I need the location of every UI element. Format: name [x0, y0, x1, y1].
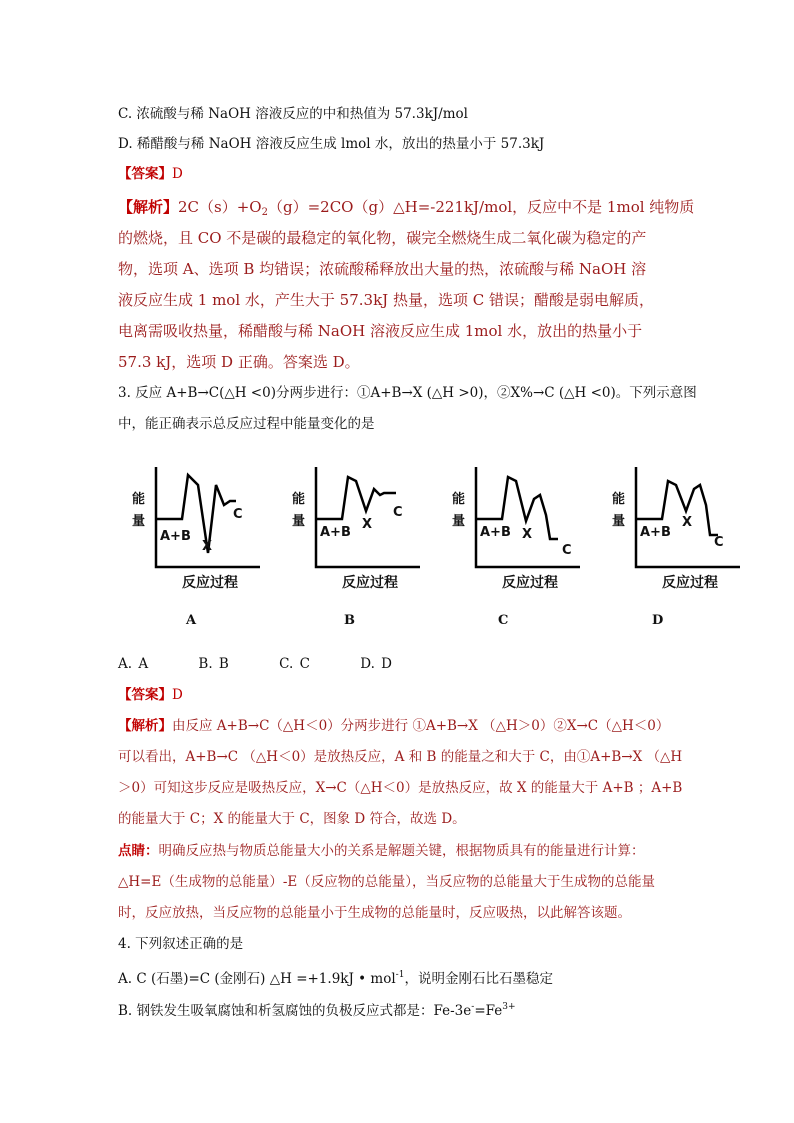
- answer-1: [118, 164, 183, 184]
- product-label: C: [714, 535, 724, 550]
- x-axis-label: 反应过程: [662, 575, 718, 591]
- analysis-1-line-1: [118, 196, 694, 224]
- option-text: ，说明金刚石比石墨稳定: [404, 971, 553, 987]
- note-line-1: [118, 841, 645, 861]
- intermediate-label: X: [682, 515, 693, 530]
- diagram-letter: B: [344, 613, 355, 628]
- diagram-b: [280, 455, 440, 635]
- note-label: 点睛：: [118, 843, 159, 859]
- answer-label: 【答案】: [118, 166, 172, 182]
- intermediate-label: X: [362, 517, 373, 532]
- analysis-1-line-2: 的燃烧，且 CO 不是碳的最稳定的氧化物，碳完全燃烧生成二氧化碳为稳定的产: [118, 229, 647, 247]
- reactant-label: A+B: [160, 529, 191, 544]
- diagram-letter: A: [186, 613, 197, 628]
- analysis-label: 【解析】: [118, 718, 172, 734]
- option-d-text: D. 稀醋酸与稀 NaOH 溶液反应生成 lmol 水，放出的热量小于 57.3kJ: [118, 136, 545, 152]
- y-axis-label: 能 量: [452, 492, 466, 529]
- diagram-letter: C: [498, 613, 509, 628]
- analysis-2-line-3: ＞0）可知这步反应是吸热反应，X→C（△H＜0）是放热反应，故 X 的能量大于 A+B ；A+B: [118, 780, 683, 796]
- option-c-text: C. 浓硫酸与稀 NaOH 溶液反应的中和热值为 57.3kJ/mol: [118, 106, 468, 122]
- analysis-1-line-4: 液反应生成 1 mol 水，产生大于 57.3kJ 热量，选项 C 错误；醋酸是弱电解质，: [118, 291, 654, 309]
- option-text: =Fe: [474, 1003, 503, 1019]
- question-3-line-2: 中，能正确表示总反应过程中能量变化的是: [118, 416, 375, 432]
- superscript: -: [471, 1002, 475, 1012]
- y-axis-label: 能 量: [292, 492, 306, 529]
- analysis-1-line-6: 57.3 kJ，选项 D 正确。答案选 D。: [118, 353, 360, 371]
- analysis-text: 由反应 A+B→C（△H＜0）分两步进行 ①A+B→X （△H＞0）②X→C（△H＜0）: [172, 718, 670, 734]
- analysis-text: 2C（s）+O: [178, 198, 262, 216]
- diagram-b-plot: [280, 455, 440, 635]
- analysis-2-line-1: [118, 716, 669, 736]
- question-4-option-a: [118, 965, 553, 989]
- intermediate-label: X: [202, 539, 213, 554]
- analysis-1-line-3: 物，选项 A、选项 B 均错误；浓硫酸稀释放出大量的热，浓硫酸与稀 NaOH 溶: [118, 260, 647, 278]
- y-axis-label: 能 量: [132, 492, 146, 529]
- question-3-choices: A. A B. B C. C D. D: [118, 656, 393, 672]
- intermediate-label: X: [522, 527, 533, 542]
- reactant-label: A+B: [320, 525, 351, 540]
- option-text: B. 钢铁发生吸氧腐蚀和析氢腐蚀的负极反应式都是：Fe-3e: [118, 1003, 472, 1019]
- diagram-d: [600, 455, 760, 635]
- analysis-1-line-5: 电离需吸收热量，稀醋酸与稀 NaOH 溶液反应生成 1mol 水，放出的热量小于: [118, 322, 643, 340]
- note-text: 明确反应热与物质总能量大小的关系是解题关键，根据物质具有的能量进行计算：: [158, 843, 645, 859]
- diagram-letter: D: [652, 613, 664, 628]
- note-line-2: △H=E（生成物的总能量）-E（反应物的总能量），当反应物的总能量大于生成物的总能量: [118, 874, 655, 890]
- superscript: 3+: [502, 1002, 516, 1012]
- question-4-option-b: [118, 997, 516, 1021]
- energy-diagrams: [0, 455, 794, 635]
- answer-2: [118, 685, 183, 705]
- product-label: C: [562, 543, 572, 558]
- diagram-d-plot: [600, 455, 760, 635]
- analysis-2-line-2: 可以看出，A+B→C （△H＜0）是放热反应，A 和 B 的能量之和大于 C，由①A+B→X （△H: [118, 749, 683, 765]
- reactant-label: A+B: [640, 525, 671, 540]
- product-label: C: [393, 505, 403, 520]
- answer-value: D: [172, 166, 183, 182]
- diagram-c-plot: [440, 455, 600, 635]
- diagram-a-plot: [120, 455, 280, 635]
- answer-label: 【答案】: [118, 687, 172, 703]
- analysis-text: （g）=2CO（g）△H=-221kJ/mol，反应中不是 1mol 纯物质: [267, 198, 695, 216]
- x-axis-label: 反应过程: [342, 575, 398, 591]
- diagram-c: [440, 455, 600, 635]
- product-label: C: [233, 507, 243, 522]
- y-axis-label: 能 量: [612, 492, 626, 529]
- question-4-stem: 4. 下列叙述正确的是: [118, 936, 244, 952]
- analysis-label: 【解析】: [118, 198, 179, 216]
- x-axis-label: 反应过程: [182, 575, 238, 591]
- superscript: -1: [395, 970, 405, 980]
- reactant-label: A+B: [480, 525, 511, 540]
- question-3-line-1: 3. 反应 A+B→C(△H <0)分两步进行：①A+B→X (△H >0)，②X%→C (△H <0)。下列示意图: [118, 385, 697, 401]
- subscript: 2: [261, 207, 268, 218]
- x-axis-label: 反应过程: [502, 575, 558, 591]
- option-text: A. C (石墨)=C (金刚石) △H =+1.9kJ • mol: [118, 971, 396, 987]
- answer-value: D: [172, 687, 183, 703]
- analysis-2-line-4: 的能量大于 C；X 的能量大于 C，图象 D 符合，故选 D。: [118, 811, 466, 827]
- diagram-a: [120, 455, 280, 635]
- note-line-3: 时，反应放热，当反应物的总能量小于生成物的总能量时，反应吸热，以此解答该题。: [118, 905, 631, 921]
